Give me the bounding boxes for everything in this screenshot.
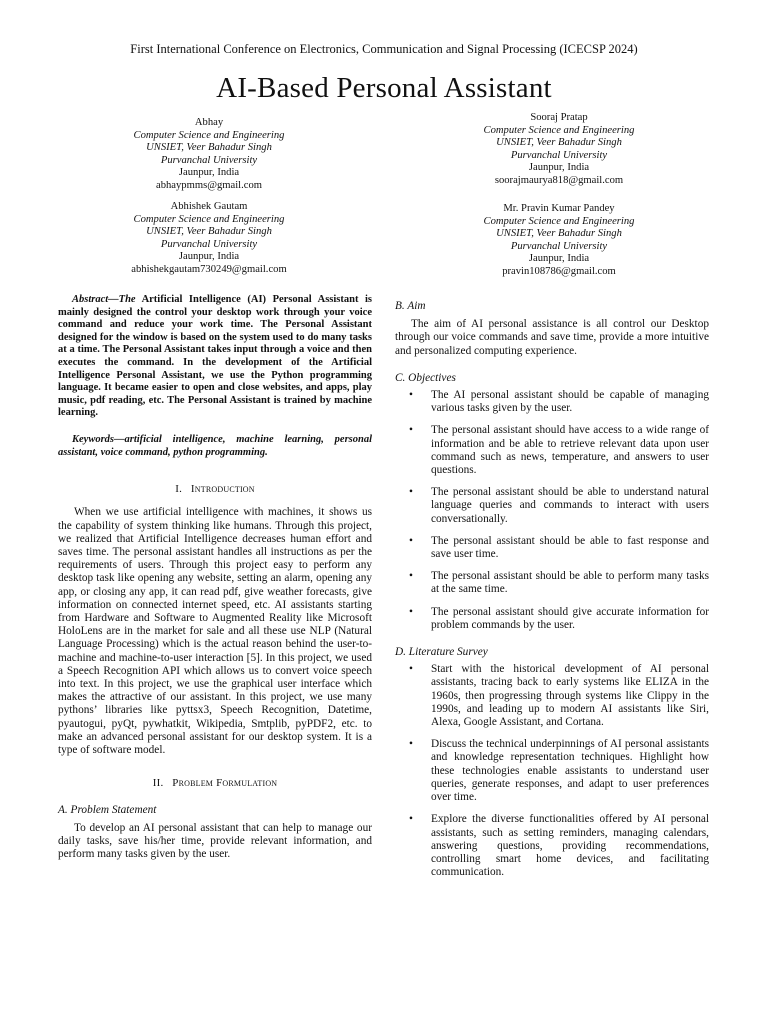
author-block-2 <box>409 112 709 188</box>
bullet-icon: • <box>409 570 413 583</box>
subsection-heading-literature-survey: D. Literature Survey <box>395 646 488 659</box>
abstract <box>58 294 372 420</box>
list-item-text: The personal assistant should give accurate information for problem commands by the user. <box>431 605 709 631</box>
abstract-text: Artificial Intelligence (AI) Personal Assistant is mainly designed the control your desktop work through your voice command and reduce your work time. The Personal Assistant designed for the window is based on the system used to do many tasks at a time. The Personal Assistant takes input through a voice and then executes the command. In the development of the Artificial Intelligence Personal Assistant, we use the Python programming language. It became easier to open and close websites, and apps, play music, pdf reading, etc. The Personal Assistant is trained by machine learning. <box>58 294 372 419</box>
author-institution: UNSIET, Veer Bahadur Singh <box>146 226 272 238</box>
list-item <box>395 606 709 632</box>
author-name: Sooraj Pratap <box>530 112 588 123</box>
bullet-icon: • <box>409 738 413 751</box>
list-item-text: Explore the diverse functionalities offered by AI personal assistants, such as setting reminders, managing calendars, answering questions, providing recommendations, controlling smart home devices, and facilitating communication. <box>431 813 709 879</box>
author-email: pravin108786@gmail.com <box>502 265 616 277</box>
bullet-icon: • <box>409 813 413 826</box>
objectives-list <box>395 389 709 632</box>
author-department: Computer Science and Engineering <box>133 129 285 141</box>
subsection-heading-aim: B. Aim <box>395 300 426 312</box>
bullet-icon: • <box>409 534 413 547</box>
literature-list <box>395 663 709 879</box>
author-department: Computer Science and Engineering <box>483 124 635 136</box>
author-email: abhaypmms@gmail.com <box>156 179 262 191</box>
left-column <box>58 294 372 861</box>
bullet-icon: • <box>409 605 413 618</box>
paper-title: AI-Based Personal Assistant <box>216 72 552 104</box>
author-name: Mr. Pravin Kumar Pandey <box>503 203 615 214</box>
keywords: Keywords—artificial intelligence, machine learning, personal assistant, voice command, python programming. <box>58 433 372 458</box>
section-title: Problem Formulation <box>172 777 278 790</box>
author-block-3 <box>59 201 359 277</box>
list-item <box>395 813 709 879</box>
subsection-heading-problem-statement: A. Problem Statement <box>58 804 157 817</box>
list-item-text: Discuss the technical underpinnings of AI personal assistants and knowledge representation techniques. Highlight how these technologies enable assistants to understand user queries, generate responses, and adapt to user preferences over time. <box>431 738 709 804</box>
author-university: Purvanchal University <box>510 149 608 161</box>
bullet-icon: • <box>409 486 413 499</box>
author-name: Abhay <box>194 117 224 128</box>
author-block-1 <box>59 117 359 193</box>
author-email: abhishekgautam730249@gmail.com <box>131 263 287 275</box>
author-institution: UNSIET, Veer Bahadur Singh <box>496 137 622 149</box>
author-city: Jaunpur, India <box>178 251 240 263</box>
section-numeral: I. <box>175 483 183 496</box>
author-name: Abhishek Gautam <box>170 201 248 212</box>
list-item <box>395 535 709 561</box>
section-title: Introduction <box>190 483 255 496</box>
abstract-label: Abstract—The <box>72 294 136 305</box>
author-block-4 <box>409 203 709 279</box>
author-department: Computer Science and Engineering <box>483 215 635 227</box>
author-institution: UNSIET, Veer Bahadur Singh <box>496 228 622 240</box>
author-institution: UNSIET, Veer Bahadur Singh <box>146 142 272 154</box>
author-city: Jaunpur, India <box>528 253 590 265</box>
list-item-text: The personal assistant should be able to understand natural language queries and commands to interact with users conversationally. <box>431 486 709 525</box>
subsection-heading-objectives: C. Objectives <box>395 371 456 384</box>
aim-paragraph: The aim of AI personal assistance is all control our Desktop through our voice commands and save time, provide a more intuitive and personalized computing experience. <box>395 318 709 357</box>
list-item <box>395 570 709 596</box>
author-university: Purvanchal University <box>160 238 258 250</box>
author-university: Purvanchal University <box>510 240 608 252</box>
bullet-icon: • <box>409 389 413 402</box>
list-item <box>395 738 709 804</box>
list-item-text: The AI personal assistant should be capable of managing various tasks given by the user. <box>431 389 709 415</box>
list-item-text: The personal assistant should be able to perform many tasks at the same time. <box>431 570 709 596</box>
problem-statement-paragraph: To develop an AI personal assistant that can help to manage our daily tasks, save his/her time, provide relevant information, and perform many tasks given by the user. <box>58 821 372 860</box>
list-item <box>395 389 709 415</box>
author-city: Jaunpur, India <box>178 167 240 179</box>
author-department: Computer Science and Engineering <box>133 213 285 225</box>
list-item <box>395 663 709 729</box>
right-column <box>395 300 709 879</box>
bullet-icon: • <box>409 424 413 437</box>
author-city: Jaunpur, India <box>528 162 590 174</box>
list-item <box>395 486 709 526</box>
introduction-paragraph: When we use artificial intelligence with machines, it shows us the capability of system thinking like humans. Through this project, we realized that Artificial Intelligence decreases human effort and saves time. The personal assistant handles all instructions as per the requirements of users. Through this project easy to perform any desktop task like opening any website, setting an alarm, opening any app, or closing any app, it can read pdf, give weather forecasts, give information on connected internet speed, etc. AI assistants starting from Hardware and Software to Augmented Reality like Microsoft HoloLens are in the market for sale and all these use NLP (Natural Language Processing) which is the actual reason behind the user-to-machine and machine-to-user interaction [5]. In this project, we used a Speech Recognition API which allows us to convert voice speech into text. In this project, we use the graphical user interface which makes the attractive of our assistant. In this project, we use many pythons’ libraries like pyttsx3, Speech Recognition, Datetime, pyautogui, pyQt, pywhatkit, Wikipedia, Smtplib, pyPDF2, etc. to make an advanced personal assistant for our desktop system. It is a type of software model. <box>58 506 372 756</box>
bullet-icon: • <box>409 663 413 676</box>
section-heading-problem-formulation <box>58 777 372 790</box>
author-email: soorajmaurya818@gmail.com <box>494 174 624 186</box>
conference-header: First International Conference on Electronics, Communication and Signal Processing (ICECSP 2024) <box>130 42 638 56</box>
list-item-text: Start with the historical development of AI personal assistants, tracing back to early systems like ELIZA in the 1960s, then progressing through systems like Clippy in the 1990s, and leading up to modern AI assistants like Siri, Alexa, Google Assistant, and Cortana. <box>431 663 709 729</box>
list-item-text: The personal assistant should be able to fast response and save user time. <box>431 534 709 561</box>
list-item-text: The personal assistant should have access to a wide range of information and be able to retrieve relevant data upon user command such as news, temperature, and answers to user questions. <box>431 424 709 477</box>
list-item <box>395 424 709 477</box>
section-heading-introduction <box>58 483 372 496</box>
section-numeral: II. <box>152 777 164 790</box>
author-university: Purvanchal University <box>160 154 258 166</box>
